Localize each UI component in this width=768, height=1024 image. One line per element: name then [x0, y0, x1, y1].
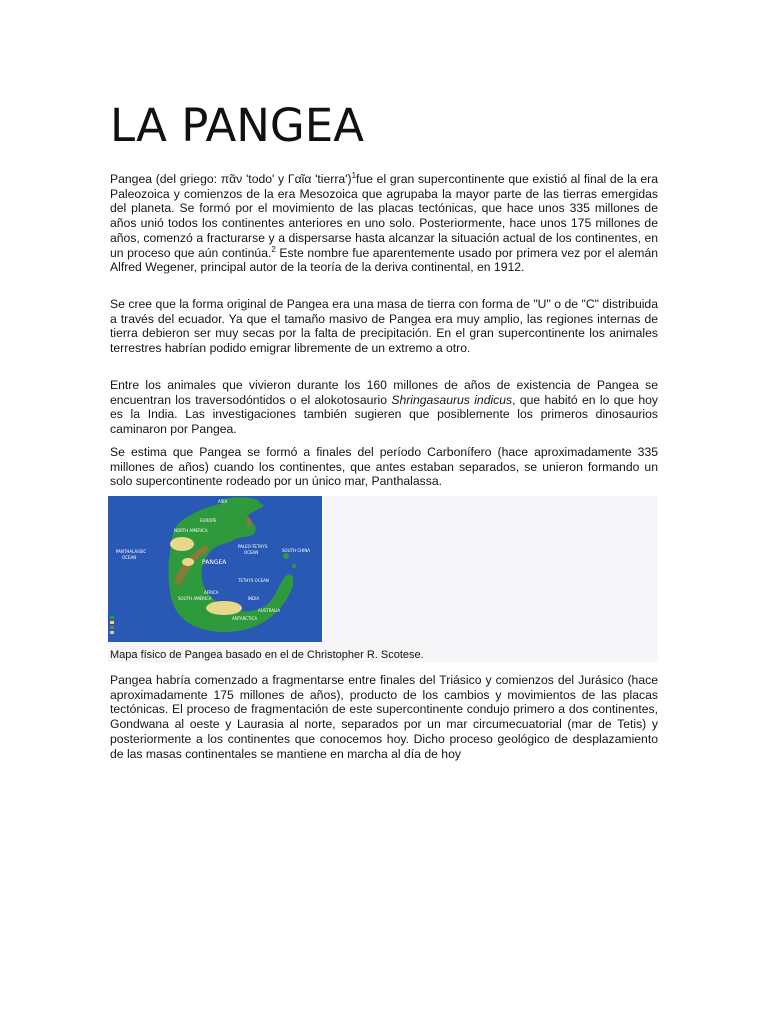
legend-swatch-1: [110, 616, 114, 619]
paragraph-animals: [110, 378, 658, 437]
desert-north: [170, 537, 194, 551]
footnote-2[interactable]: 2: [271, 244, 276, 254]
label-australia: AUSTRALIA: [258, 608, 281, 613]
desert-mid: [182, 558, 194, 566]
pangea-map-image: [108, 496, 322, 642]
label-antarctica: ANTARCTICA: [232, 616, 258, 621]
island-2: [292, 564, 296, 568]
label-paleo-tethys: PALEO-TETHYS: [238, 544, 268, 549]
desert-south: [206, 601, 242, 615]
paragraph-formation: Se estima que Pangea se formó a finales del período Carbonífero (hace aproximadamente 335 millones de años) cuando los continentes, que antes estaban separados, se unieron formando un solo supercontinente rodeado por un único mar, Panthalassa.: [110, 445, 658, 489]
label-asia: ASIA: [218, 499, 228, 504]
figure-caption: Mapa físico de Pangea basado en el de Christopher R. Scotese.: [110, 649, 424, 661]
label-ocean-2: OCEAN: [244, 550, 259, 555]
label-india: INDIA: [248, 596, 260, 601]
paragraph-shape: Se cree que la forma original de Pangea era una masa de tierra con forma de "U" o de "C" distribuida a través del ecuador. Ya que el tamaño masivo de Pangea era muy amplio, las regiones internas de tierra debieron ser muy secas por la falta de precipitación. En el gran supercontinente los animales terrestres habrían podido emigrar libremente de un extremo a otro.: [110, 297, 658, 356]
footnote-1[interactable]: 1: [351, 170, 357, 180]
species-name: Shringasaurus indicus: [391, 392, 513, 407]
label-europe: EUROPE: [200, 518, 217, 523]
label-north-america: NORTH AMERICA: [174, 528, 208, 533]
label-africa: AFRICA: [204, 590, 219, 595]
label-ocean-1: OCEAN: [122, 555, 137, 560]
label-south-china: SOUTH CHINA: [282, 548, 311, 553]
animals-text-a: Entre los animales que vivieron durante los 160 millones de años de existencia de Pangea se encuentran los traversodóntidos o el alokotosaurio: [110, 378, 658, 407]
intro-text-b: fue el gran supercontinente que existió al final de la era Paleozoica y comienzos de la era Mesozoica que agrupaba la mayor parte de las tierras emergidas del planeta. Se formó por el movimiento de las placas tectónicas, que hace unos 335 millones de años unió todos los continentes anteriores en uno solo. Posteriormente, hace unos 175 millones de años, comenzó a fracturarse y a dispersarse hasta alcanzar la situación actual de los continentes, en un proceso que aún continúa.: [110, 172, 658, 260]
page-title: LA PANGEA: [110, 99, 364, 152]
animals-text-b: , que habitó en lo que hoy es la India. Las investigaciones también sugieren que posiblemente los primeros dinosaurios caminaron por Pangea.: [110, 392, 658, 437]
map-figure: [108, 496, 658, 662]
label-pangea: PANGEA: [202, 559, 227, 566]
island-1: [283, 553, 289, 559]
legend-swatch-3: [110, 626, 114, 629]
paragraph-fragmentation: Pangea habría comenzado a fragmentarse entre finales del Triásico y comienzos del Jurásico (hace aproximadamente 175 millones de años), producto de los cambios y movimientos de las placas tectónicas. El proceso de fragmentación de este supercontinente condujo primero a dos continentes, Gondwana al oeste y Laurasia al norte, separados por un mar circumecuatorial (mar de Tetis) y posteriormente a los continentes que conocemos hoy. Dicho proceso geológico de desplazamiento de las masas continentales se mantiene en marcha al día de hoy: [110, 673, 658, 761]
intro-text-c: Este nombre fue aparentemente usado por primera vez por el alemán Alfred Wegener, principal autor de la teoría de la deriva continental, en 1912.: [110, 245, 659, 275]
legend-swatch-4: [110, 631, 114, 634]
label-tethys: TETHYS OCEAN: [238, 578, 269, 583]
paragraph-intro: [110, 172, 658, 275]
intro-text-a: Pangea (del griego: πᾶν 'todo' y Γαῖα 'tierra'): [110, 172, 352, 186]
legend-swatch-2: [110, 621, 114, 624]
label-south-america: SOUTH AMERICA: [178, 596, 212, 601]
label-panthalassic: PANTHALASSIC: [116, 549, 147, 554]
